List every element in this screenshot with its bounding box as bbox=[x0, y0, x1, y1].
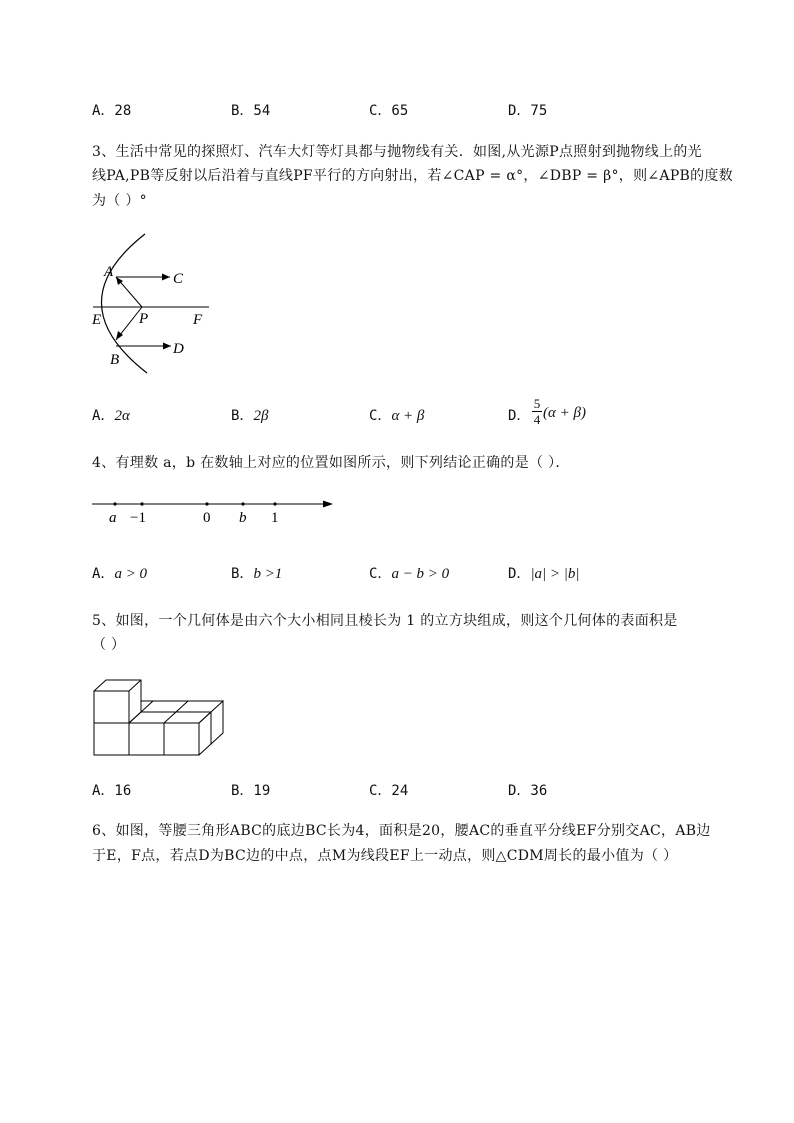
q3-option-c[interactable] bbox=[369, 405, 424, 425]
fraction-denominator: 4 bbox=[533, 412, 541, 427]
arrow-c-icon bbox=[162, 274, 170, 281]
cubes-figure bbox=[88, 676, 233, 761]
q3-option-c-letter: C． bbox=[369, 408, 392, 424]
q4-option-b-expr: b >1 bbox=[253, 566, 283, 582]
q3-option-a-expr: 2α bbox=[114, 408, 130, 424]
cube-front-3 bbox=[164, 723, 199, 755]
q3-option-b-letter: B． bbox=[231, 408, 254, 424]
label-one: 1 bbox=[271, 510, 279, 526]
q2-option-b[interactable]: B．54 bbox=[231, 103, 271, 119]
q4-option-b[interactable] bbox=[231, 563, 282, 583]
point-one bbox=[273, 502, 276, 505]
q4-text-line1: 4、有理数 a，b 在数轴上对应的位置如图所示，则下列结论正确的是（ ）． bbox=[92, 455, 570, 471]
label-p: P bbox=[139, 311, 149, 327]
q5-option-d[interactable]: D．36 bbox=[508, 783, 548, 799]
label-e: E bbox=[92, 312, 102, 328]
q6-text-line1: 6、如图，等腰三角形ABC的底边BC长为4，面积是20，腰AC的垂直平分线EF分别交AC，AB边 bbox=[92, 823, 711, 839]
label-c: C bbox=[173, 271, 184, 287]
parabola-curve bbox=[101, 234, 147, 373]
point-a bbox=[113, 502, 116, 505]
q3-option-b[interactable] bbox=[231, 405, 268, 425]
q4-option-c-expr: a − b > 0 bbox=[391, 566, 450, 582]
cube-front-2 bbox=[129, 723, 164, 755]
q3-option-d[interactable] bbox=[508, 405, 530, 425]
q3-option-d-letter: D． bbox=[508, 408, 531, 424]
point-minus-one bbox=[140, 502, 143, 505]
label-b: b bbox=[239, 510, 247, 526]
q4-option-a-letter: A． bbox=[92, 566, 115, 582]
label-minus-one: −1 bbox=[130, 510, 146, 526]
number-line-arrow-icon bbox=[323, 501, 333, 508]
arrow-d-icon bbox=[163, 343, 171, 350]
q5-option-b[interactable]: B．19 bbox=[231, 783, 271, 799]
q4-option-a[interactable] bbox=[92, 563, 147, 583]
number-line-figure bbox=[85, 492, 340, 528]
q2-option-c[interactable]: C．65 bbox=[369, 103, 409, 119]
q4-option-d[interactable] bbox=[508, 563, 580, 583]
q3-option-b-expr: 2β bbox=[253, 408, 269, 424]
point-zero bbox=[205, 502, 208, 505]
q3-option-a-letter: A． bbox=[92, 408, 115, 424]
q4-option-d-letter: D． bbox=[508, 566, 531, 582]
q3-option-d-fraction bbox=[532, 396, 542, 427]
label-a: a bbox=[109, 510, 117, 526]
q3-text-line3: 为（ ）° bbox=[92, 193, 147, 209]
q5-text-line1: 5、如图，一个几何体是由六个大小相同且棱长为 1 的立方块组成，则这个几何体的表面积是 bbox=[92, 613, 678, 629]
top-cube-front bbox=[94, 691, 129, 723]
label-zero: 0 bbox=[203, 510, 211, 526]
parabola-figure bbox=[85, 228, 220, 378]
q3-option-d-expr: (α + β) bbox=[543, 405, 586, 421]
fraction-numerator: 5 bbox=[533, 396, 541, 411]
q4-option-b-letter: B． bbox=[231, 566, 254, 582]
q3-option-a[interactable] bbox=[92, 405, 130, 425]
label-a: A bbox=[104, 264, 114, 280]
q5-option-a[interactable]: A．16 bbox=[92, 783, 132, 799]
label-f: F bbox=[193, 312, 203, 328]
q3-text-line1: 3、生活中常见的探照灯、汽车大灯等灯具都与抛物线有关．如图,从光源P点照射到抛物线上的光 bbox=[92, 144, 702, 160]
q4-option-a-expr: a > 0 bbox=[114, 566, 148, 582]
q3-text-line2: 线PA,PB等反射以后沿着与直线PF平行的方向射出，若∠CAP = α°，∠DBP = β°，则∠APB的度数 bbox=[92, 168, 734, 184]
label-d: D bbox=[173, 341, 184, 357]
label-b: B bbox=[110, 352, 120, 368]
cube-front-1 bbox=[94, 723, 129, 755]
q4-option-c[interactable] bbox=[369, 563, 449, 583]
q2-option-a[interactable]: A．28 bbox=[92, 103, 132, 119]
q5-text-line2: （ ） bbox=[92, 637, 126, 653]
q4-option-c-letter: C． bbox=[369, 566, 392, 582]
q2-option-d[interactable]: D．75 bbox=[508, 103, 548, 119]
point-b bbox=[241, 502, 244, 505]
q3-option-c-expr: α + β bbox=[391, 408, 425, 424]
q5-option-c[interactable]: C．24 bbox=[369, 783, 409, 799]
q4-option-d-expr: |a| > |b| bbox=[530, 566, 580, 582]
q6-text-line2: 于E，F点，若点D为BC边的中点，点M为线段EF上一动点，则△CDM周长的最小值为（ ） bbox=[92, 848, 678, 864]
